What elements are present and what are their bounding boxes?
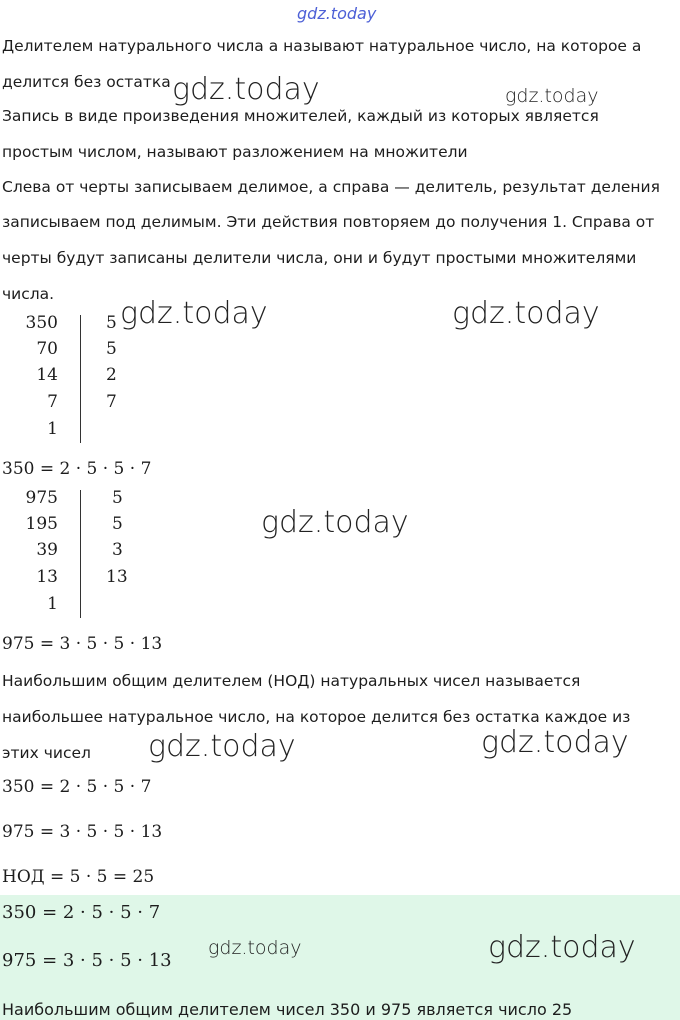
gcd-calc-line: НОД = 5 · 5 = 25 (2, 867, 155, 887)
factorization-definition-line-2: простым числом, называют разложением на множители (2, 143, 468, 161)
watermark: gdz.today (120, 296, 268, 331)
dividend-cell: 7 (47, 392, 58, 412)
answer-line-975: 975 = 3 · 5 · 5 · 13 (2, 950, 172, 971)
method-line-2: записываем под делимым. Эти действия повторяем до получения 1. Справа от (2, 213, 655, 231)
factorization-350: 350 = 2 · 5 · 5 · 7 (2, 459, 152, 479)
calc-line-975: 975 = 3 · 5 · 5 · 13 (2, 822, 163, 842)
method-line-4: числа. (2, 285, 55, 303)
method-line-3: черты будут записаны делители числа, они и будут простыми множителями (2, 249, 637, 267)
dividend-cell: 1 (47, 419, 58, 439)
dividend-cell: 1 (47, 594, 58, 614)
divisor-cell: 13 (106, 567, 128, 587)
dividend-cell: 350 (25, 313, 58, 333)
factorization-975: 975 = 3 · 5 · 5 · 13 (2, 634, 163, 654)
watermark: gdz.today (505, 85, 599, 107)
answer-line-350: 350 = 2 · 5 · 5 · 7 (2, 902, 161, 923)
watermark: gdz.today (261, 505, 409, 540)
divisor-cell: 3 (112, 540, 123, 560)
gcd-definition-line-1: Наибольшим общим делителем (НОД) натуральных чисел называется (2, 672, 581, 690)
divisor-cell: 5 (112, 488, 123, 508)
watermark: gdz.today (452, 296, 600, 331)
gcd-definition-line-2: наибольшее натуральное число, на которое делится без остатка каждое из (2, 708, 631, 726)
watermark: gdz.today (148, 729, 296, 764)
answer-conclusion: Наибольшим общим делителем чисел 350 и 975 является число 25 (2, 1000, 573, 1019)
divisor-definition-line-2: делится без остатка (2, 73, 171, 91)
divisor-cell: 5 (106, 313, 117, 333)
site-label[interactable]: gdz.today (297, 4, 377, 23)
watermark: gdz.today (481, 725, 629, 760)
divisor-cell: 7 (106, 392, 117, 412)
division-bar (80, 490, 81, 618)
dividend-cell: 13 (36, 567, 58, 587)
calc-line-350: 350 = 2 · 5 · 5 · 7 (2, 777, 152, 797)
dividend-cell: 975 (25, 488, 58, 508)
watermark: gdz.today (172, 72, 320, 107)
divisor-cell: 5 (112, 514, 123, 534)
division-table-350 (10, 313, 150, 443)
dividend-cell: 70 (36, 339, 58, 359)
factorization-definition-line-1: Запись в виде произведения множителей, каждый из которых является (2, 107, 599, 125)
gcd-definition-line-3: этих чисел (2, 744, 91, 762)
division-table-975 (10, 488, 160, 618)
dividend-cell: 39 (36, 540, 58, 560)
dividend-cell: 14 (36, 365, 58, 385)
division-bar (80, 315, 81, 443)
divisor-cell: 2 (106, 365, 117, 385)
divisor-cell: 5 (106, 339, 117, 359)
watermark: gdz.today (488, 930, 636, 965)
watermark: gdz.today (208, 937, 302, 959)
dividend-cell: 195 (25, 514, 58, 534)
divisor-definition-line-1: Делителем натурального числа a называют натуральное число, на которое a (2, 37, 642, 55)
method-line-1: Слева от черты записываем делимое, а справа — делитель, результат деления (2, 178, 660, 196)
